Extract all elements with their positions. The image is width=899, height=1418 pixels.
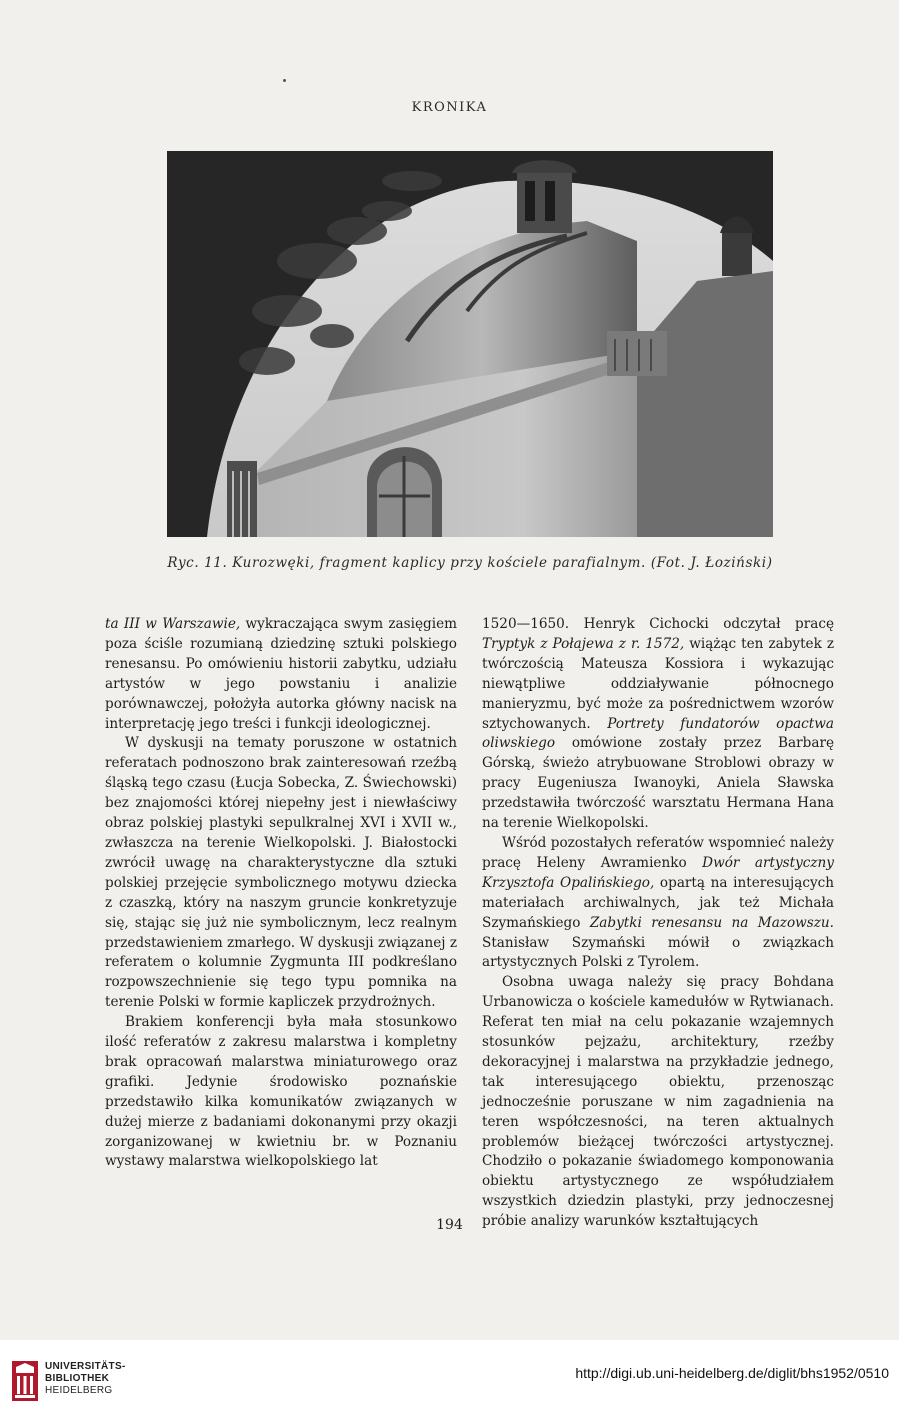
inline-title: Tryptyk z Połajewa z r. 1572, xyxy=(482,635,685,652)
inline-title: Dwór artystyczny Krzysztofa Opalińskiego, xyxy=(482,854,834,891)
page-number: 194 xyxy=(436,1217,463,1233)
left-paragraph-2: W dyskusji na tematy poruszone w ostatnich referatach podnoszono brak zainteresowań rzeźbą śląską tego czasu (Łucja Sobecka, Z. Świechowski) bez znajomości której niepełny jest i niewłaściwy obraz polskiej plastyki sepulkralnej XVI i XVII w., zwłaszcza na terenie Wielkopolski. J. Białostocki zwrócił uwagę na charakterystyczne dla sztuki polskiej przejęcie symbolicznego motywu dziecka z czaszką, który na naszym gruncie konkretyzuje się, stając się już nie symbolicznym, lecz realnym przedstawieniem zmarłego. W dyskusji związanej z referatem o kolumnie Zygmunta III podkreślano rozpowszechnienie się tego typu pomnika na terenie Polski w formie kapliczek przydrożnych. xyxy=(105,735,457,1011)
inline-title: Zabytki renesansu na Mazowszu. xyxy=(589,914,835,931)
inline-title: ta III w Warszawie, xyxy=(105,616,241,632)
figure-caption: Ryc. 11. Kurozwęki, fragment kaplicy przy kościele parafialnym. (Fot. J. Łoziński) xyxy=(167,555,773,571)
right-paragraph-1: 1520—1650. Henryk Cichocki odczytał pracę Tryptyk z Połajewa z r. 1572, wiążąc ten zabytek z twórczością Mateusza Kossiora i wykazując niewątpliwe oddziaływanie północnego manieryzmu, być może za pośrednictwem wzorów sztychowanych. Portrety fundatorów opactwa oliwskiego omówione zostały przez Barbarę Górską, świeżo atrybuowane Stroblowi obrazy w pracy Eugeniusza Iwanoyki, Aniela Sławska przedstawiła twórczość warsztatu Hermana Hana na terenie Wielkopolski. xyxy=(482,616,834,832)
permalink-url[interactable]: http://digi.ub.uni-heidelberg.de/diglit/bhs1952/0510 xyxy=(575,1365,889,1381)
left-column xyxy=(105,615,457,1172)
right-paragraph-2: Wśród pozostałych referatów wspomnieć należy pracę Heleny Awramienko Dwór artystyczny Krzysztofa Opalińskiego, opartą na interesujących materiałach archiwalnych, jak też Michała Szymańskiego Zabytki renesansu na Mazowszu. Stanisław Szymański mówił o związkach artystycznych Polski z Tyrolem. xyxy=(482,834,835,971)
library-name-line-1: UNIVERSITÄTS- xyxy=(45,1361,126,1372)
library-name-line-2: BIBLIOTHEK xyxy=(45,1373,110,1384)
inline-title: Portrety fundatorów opactwa oliwskiego xyxy=(482,715,834,752)
left-paragraph-1: ta III w Warszawie, wykraczająca swym zasięgiem poza ściśle rozumianą dziedzinę sztuki polskiego renesansu. Po omówieniu historii zabytku, udziału artystów w jego powstaniu i analizie porównawczej, położyła autorka główny nacisk na interpretację jego treści i funkcji ideologicznej. xyxy=(105,616,458,732)
library-logo-icon[interactable] xyxy=(10,1359,40,1407)
ink-speck xyxy=(283,79,286,82)
right-paragraph-3: Osobna uwaga należy się pracy Bohdana Urbanowicza o kościele kamedułów w Rytwianach. Referat ten miał na celu pokazanie wzajemnych stosunków pejzażu, architektury, rzeźby dekoracyjnej i malarstwa na przykładzie jednego, tak interesującego obiektu, przenosząc jednocześnie poruszane w nim zagadnienia na teren współczesności, na teren aktualnych problemów bieżącej twórczości artystycznej. Chodziło o pokazanie świadomego komponowania obiektu artystycznego ze współudziałem wszystkich dziedzin plastyki, przy jednoczesnej próbie analizy warunków kształtujących xyxy=(482,974,834,1230)
library-name-line-3: HEIDELBERG xyxy=(45,1385,113,1396)
left-paragraph-3: Brakiem konferencji była mała stosunkowo ilość referatów z zakresu malarstwa i kompletny brak opracowań malarstwa miniaturowego oraz grafiki. Jedynie środowisko poznańskie przedstawiło kilka komunikatów związanych w dużej mierze z badaniami dokonanymi przy okazji zorganizowanej w kwietniu br. w Poznaniu wystawy malarstwa wielkopolskiego lat xyxy=(105,1014,457,1170)
chapel-photograph xyxy=(167,151,773,537)
right-column xyxy=(482,615,834,1232)
chapel-photo-illustration xyxy=(167,151,773,537)
logo-shape xyxy=(10,1359,40,1403)
library-name xyxy=(45,1361,126,1397)
running-head: KRONIKA xyxy=(411,100,488,115)
